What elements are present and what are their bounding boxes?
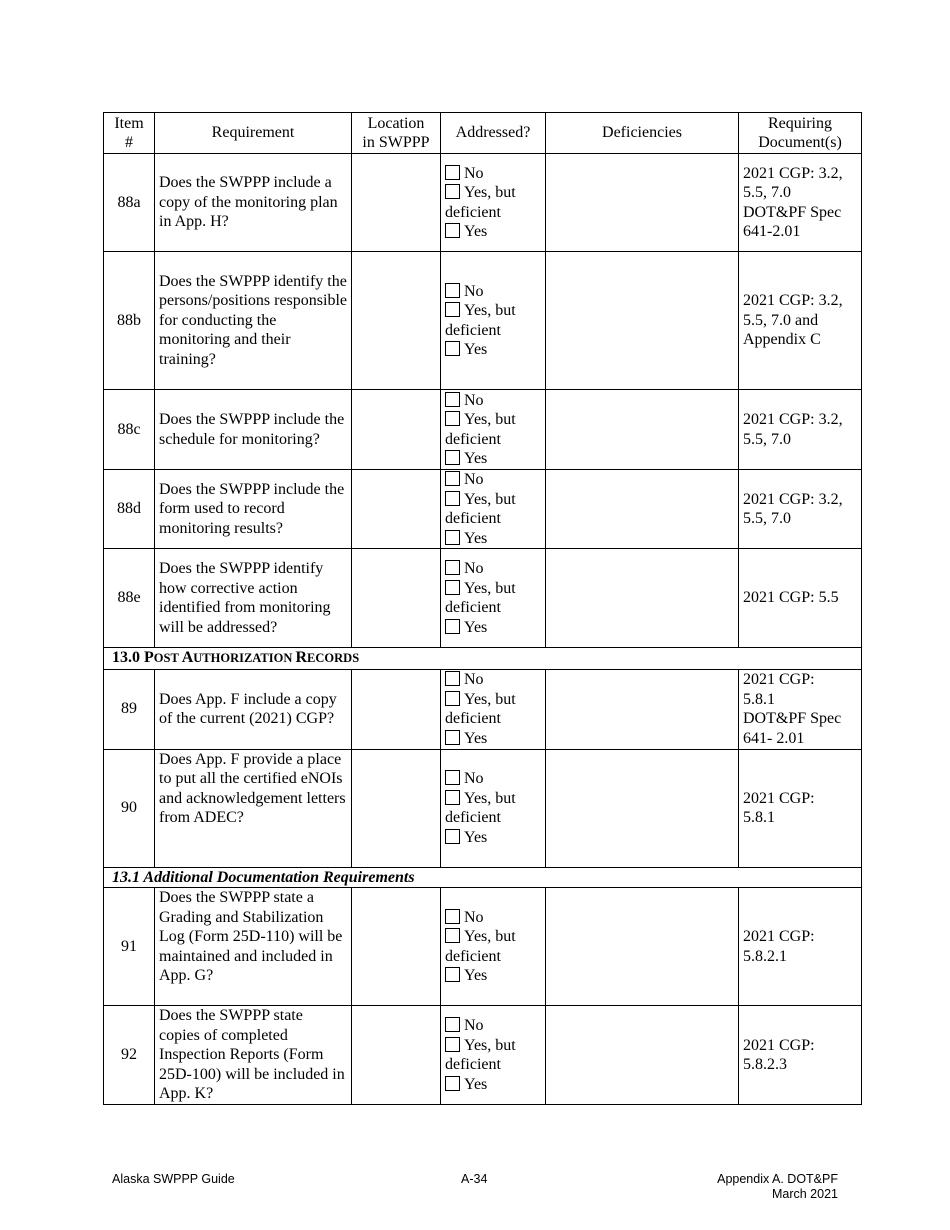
- location-cell[interactable]: [352, 669, 441, 749]
- deficiencies-cell[interactable]: [546, 888, 739, 1006]
- table-row: [104, 549, 862, 648]
- deficiencies-cell[interactable]: [546, 252, 739, 390]
- checkbox-no[interactable]: [445, 671, 460, 686]
- location-cell[interactable]: [352, 470, 441, 549]
- header-location: Location in SWPPP: [352, 113, 441, 154]
- section-heading-13-1: 13.1 Additional Documentation Requirements: [104, 867, 862, 888]
- header-row: [104, 113, 862, 154]
- requiring-documents: 2021 CGP: 5.8.2.3: [739, 1006, 862, 1105]
- requiring-documents: 2021 CGP: 3.2, 5.5, 7.0: [739, 470, 862, 549]
- item-number: 88d: [104, 470, 155, 549]
- checkbox-yes-but-deficient[interactable]: [445, 184, 460, 199]
- header-addressed: Addressed?: [441, 113, 546, 154]
- checkbox-no[interactable]: [445, 770, 460, 785]
- addressed-options: No Yes, but deficient Yes: [441, 252, 546, 390]
- location-cell[interactable]: [352, 749, 441, 867]
- item-number: 90: [104, 749, 155, 867]
- checkbox-yes[interactable]: [445, 1076, 460, 1091]
- addressed-options: No Yes, but deficient Yes: [441, 470, 546, 549]
- table-row: [104, 390, 862, 470]
- header-deficiencies: Deficiencies: [546, 113, 739, 154]
- checkbox-yes-but-deficient[interactable]: [445, 790, 460, 805]
- footer-appendix-info: Appendix A. DOT&PF March 2021: [717, 1172, 838, 1201]
- checkbox-no[interactable]: [445, 165, 460, 180]
- deficiencies-cell[interactable]: [546, 549, 739, 648]
- addressed-options: No Yes, but deficient Yes: [441, 549, 546, 648]
- checkbox-no[interactable]: [445, 283, 460, 298]
- deficiencies-cell[interactable]: [546, 154, 739, 252]
- checkbox-yes-but-deficient[interactable]: [445, 580, 460, 595]
- table-row: [104, 154, 862, 252]
- requirement-text: Does the SWPPP state a Grading and Stabilization Log (Form 25D-110) will be maintained and included in App. G?: [155, 888, 352, 1006]
- checkbox-yes-but-deficient[interactable]: [445, 1037, 460, 1052]
- item-number: 88c: [104, 390, 155, 470]
- checkbox-yes[interactable]: [445, 619, 460, 634]
- checkbox-yes[interactable]: [445, 967, 460, 982]
- item-number: 88a: [104, 154, 155, 252]
- table-row: [104, 669, 862, 749]
- checkbox-yes[interactable]: [445, 341, 460, 356]
- location-cell[interactable]: [352, 549, 441, 648]
- checkbox-yes[interactable]: [445, 829, 460, 844]
- header-requiring-documents: Requiring Document(s): [739, 113, 862, 154]
- requiring-documents: 2021 CGP: 3.2, 5.5, 7.0 DOT&PF Spec 641-2.01: [739, 154, 862, 252]
- requiring-documents: 2021 CGP: 5.8.1 DOT&PF Spec 641- 2.01: [739, 669, 862, 749]
- requirement-text: Does the SWPPP identify the persons/positions responsible for conducting the monitoring and their training?: [155, 252, 352, 390]
- table-row: [104, 470, 862, 549]
- addressed-options: No Yes, but deficient Yes: [441, 1006, 546, 1105]
- review-checklist-table: [103, 112, 862, 1105]
- requirement-text: Does App. F provide a place to put all the certified eNOIs and acknowledgement letters from ADEC?: [155, 749, 352, 867]
- checkbox-yes[interactable]: [445, 223, 460, 238]
- header-requirement: Requirement: [155, 113, 352, 154]
- checkbox-yes-but-deficient[interactable]: [445, 302, 460, 317]
- table-row: [104, 252, 862, 390]
- table-row: [104, 1006, 862, 1105]
- checkbox-no[interactable]: [445, 471, 460, 486]
- requiring-documents: 2021 CGP: 3.2, 5.5, 7.0: [739, 390, 862, 470]
- section-heading-13-0: 13.0 POST AUTHORIZATION RECORDS: [104, 648, 862, 670]
- item-number: 92: [104, 1006, 155, 1105]
- checkbox-no[interactable]: [445, 909, 460, 924]
- requirement-text: Does the SWPPP include the form used to record monitoring results?: [155, 470, 352, 549]
- requirement-text: Does the SWPPP include a copy of the monitoring plan in App. H?: [155, 154, 352, 252]
- addressed-options: No Yes, but deficient Yes: [441, 749, 546, 867]
- requiring-documents: 2021 CGP: 5.8.1: [739, 749, 862, 867]
- checkbox-yes-but-deficient[interactable]: [445, 491, 460, 506]
- addressed-options: No Yes, but deficient Yes: [441, 888, 546, 1006]
- requiring-documents: 2021 CGP: 5.8.2.1: [739, 888, 862, 1006]
- addressed-options: No Yes, but deficient Yes: [441, 390, 546, 470]
- table-row: [104, 888, 862, 1006]
- item-number: 91: [104, 888, 155, 1006]
- footer-page-number: A-34: [461, 1172, 488, 1186]
- requirement-text: Does the SWPPP state copies of completed Inspection Reports (Form 25D-100) will be included in App. K?: [155, 1006, 352, 1105]
- addressed-options: No Yes, but deficient Yes: [441, 669, 546, 749]
- addressed-options: No Yes, but deficient Yes: [441, 154, 546, 252]
- deficiencies-cell[interactable]: [546, 470, 739, 549]
- checkbox-no[interactable]: [445, 392, 460, 407]
- location-cell[interactable]: [352, 390, 441, 470]
- checkbox-yes-but-deficient[interactable]: [445, 691, 460, 706]
- item-number: 88e: [104, 549, 155, 648]
- location-cell[interactable]: [352, 252, 441, 390]
- table-row: [104, 749, 862, 867]
- checkbox-no[interactable]: [445, 1017, 460, 1032]
- header-item: Item #: [104, 113, 155, 154]
- footer-guide-title: Alaska SWPPP Guide: [112, 1172, 235, 1186]
- deficiencies-cell[interactable]: [546, 669, 739, 749]
- requirement-text: Does App. F include a copy of the current (2021) CGP?: [155, 669, 352, 749]
- checkbox-no[interactable]: [445, 560, 460, 575]
- requirement-text: Does the SWPPP include the schedule for monitoring?: [155, 390, 352, 470]
- checkbox-yes-but-deficient[interactable]: [445, 411, 460, 426]
- location-cell[interactable]: [352, 154, 441, 252]
- checkbox-yes-but-deficient[interactable]: [445, 928, 460, 943]
- checkbox-yes[interactable]: [445, 450, 460, 465]
- requirement-text: Does the SWPPP identify how corrective action identified from monitoring will be addressed?: [155, 549, 352, 648]
- location-cell[interactable]: [352, 1006, 441, 1105]
- location-cell[interactable]: [352, 888, 441, 1006]
- checkbox-yes[interactable]: [445, 530, 460, 545]
- requiring-documents: 2021 CGP: 5.5: [739, 549, 862, 648]
- deficiencies-cell[interactable]: [546, 749, 739, 867]
- deficiencies-cell[interactable]: [546, 1006, 739, 1105]
- requiring-documents: 2021 CGP: 3.2, 5.5, 7.0 and Appendix C: [739, 252, 862, 390]
- checkbox-yes[interactable]: [445, 730, 460, 745]
- item-number: 88b: [104, 252, 155, 390]
- deficiencies-cell[interactable]: [546, 390, 739, 470]
- item-number: 89: [104, 669, 155, 749]
